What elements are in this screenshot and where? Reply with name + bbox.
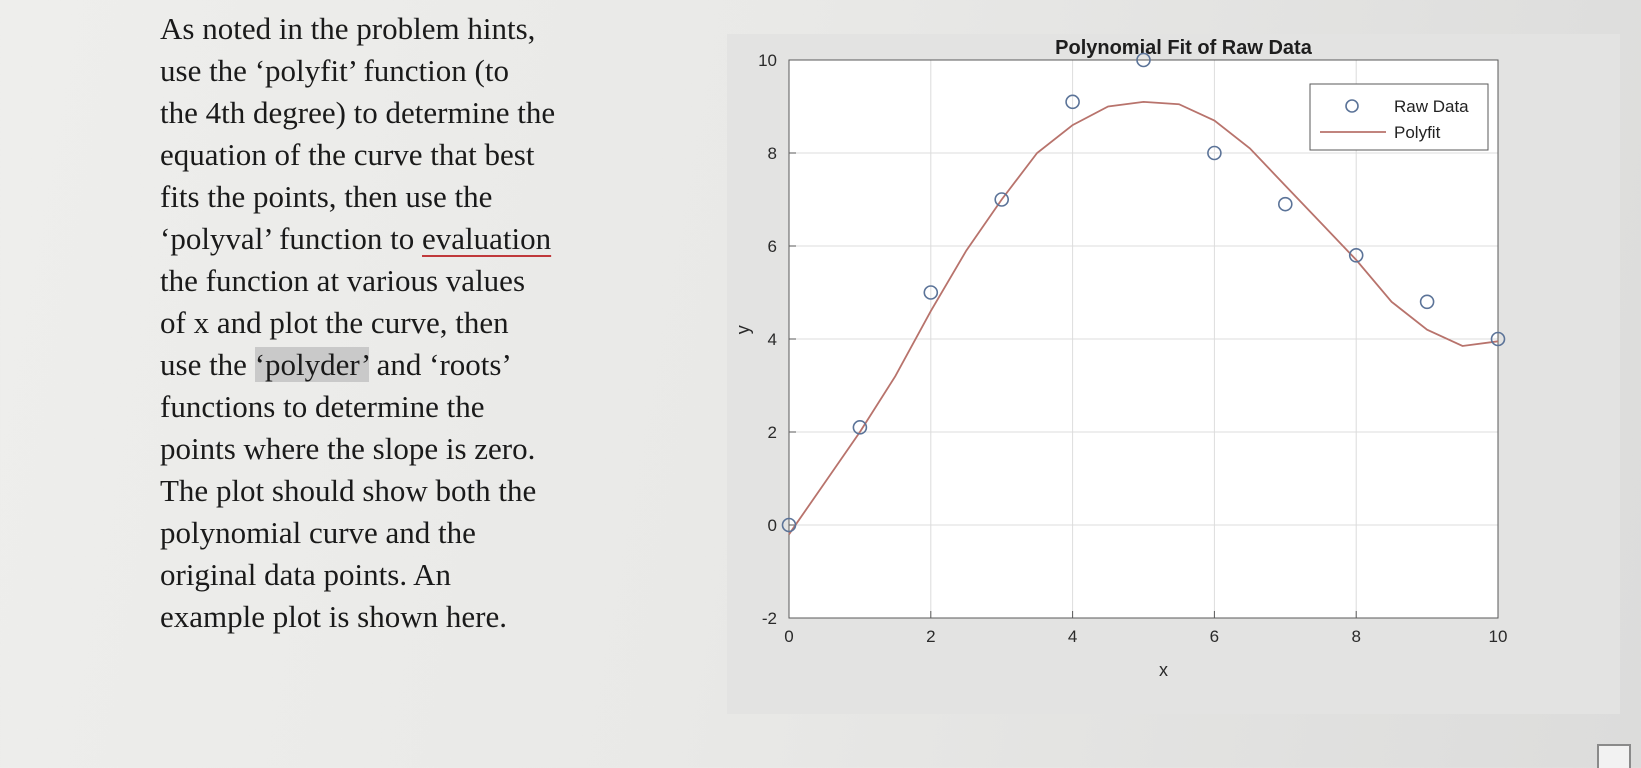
instructions-line: use the ‘polyfit’ function (to bbox=[160, 53, 509, 88]
instructions-line bbox=[160, 218, 680, 260]
instructions-line: of x and plot the curve, then bbox=[160, 305, 509, 340]
instructions-segment: ‘polyval’ function to bbox=[160, 221, 423, 256]
highlighted-word: ‘polyder’ bbox=[254, 347, 369, 382]
instructions-line: original data points. An bbox=[160, 557, 452, 592]
instructions-line: points where the slope is zero. bbox=[160, 431, 536, 466]
instructions-line: As noted in the problem hints, bbox=[160, 11, 536, 46]
instructions-line: fits the points, then use the bbox=[160, 179, 493, 214]
legend-label-raw-data: Raw Data bbox=[1394, 97, 1469, 116]
instructions-line: equation of the curve that best bbox=[160, 137, 535, 172]
instructions-line: the function at various values bbox=[160, 263, 526, 298]
y-tick-label: -2 bbox=[761, 609, 777, 628]
instructions-line: polynomial curve and the bbox=[160, 515, 476, 550]
y-tick-label: 10 bbox=[758, 51, 777, 70]
instructions-line: The plot should show both the bbox=[160, 473, 537, 508]
x-axis-label: x bbox=[1159, 660, 1168, 680]
instructions-paragraph bbox=[160, 8, 680, 638]
x-tick-label: 8 bbox=[1351, 627, 1361, 646]
page-corner-box bbox=[1597, 744, 1631, 768]
x-tick-label: 0 bbox=[784, 627, 794, 646]
y-tick-label: 2 bbox=[767, 423, 777, 442]
x-tick-label: 6 bbox=[1209, 627, 1220, 646]
instructions-segment: and ‘roots’ bbox=[368, 347, 512, 382]
y-tick-label: 6 bbox=[767, 237, 777, 256]
instructions-line: example plot is shown here. bbox=[160, 599, 507, 634]
instructions-line: functions to determine the bbox=[160, 389, 485, 424]
spellcheck-underlined-word: evaluation bbox=[422, 221, 552, 256]
instructions-line: the 4th degree) to determine the bbox=[160, 95, 556, 130]
y-tick-label: 0 bbox=[767, 516, 777, 535]
y-tick-label: 4 bbox=[767, 330, 777, 349]
instructions-line bbox=[160, 344, 680, 386]
y-tick-label: 8 bbox=[767, 144, 777, 163]
polynomial-fit-chart bbox=[727, 34, 1620, 714]
figure-panel bbox=[727, 34, 1620, 714]
x-tick-label: 4 bbox=[1067, 627, 1078, 646]
x-tick-label: 2 bbox=[926, 627, 936, 646]
instructions-segment: use the bbox=[160, 347, 255, 382]
chart-title: Polynomial Fit of Raw Data bbox=[1055, 37, 1312, 59]
x-tick-label: 10 bbox=[1488, 627, 1508, 646]
y-axis-label: y bbox=[733, 325, 753, 335]
legend-label-polyfit: Polyfit bbox=[1394, 123, 1441, 142]
